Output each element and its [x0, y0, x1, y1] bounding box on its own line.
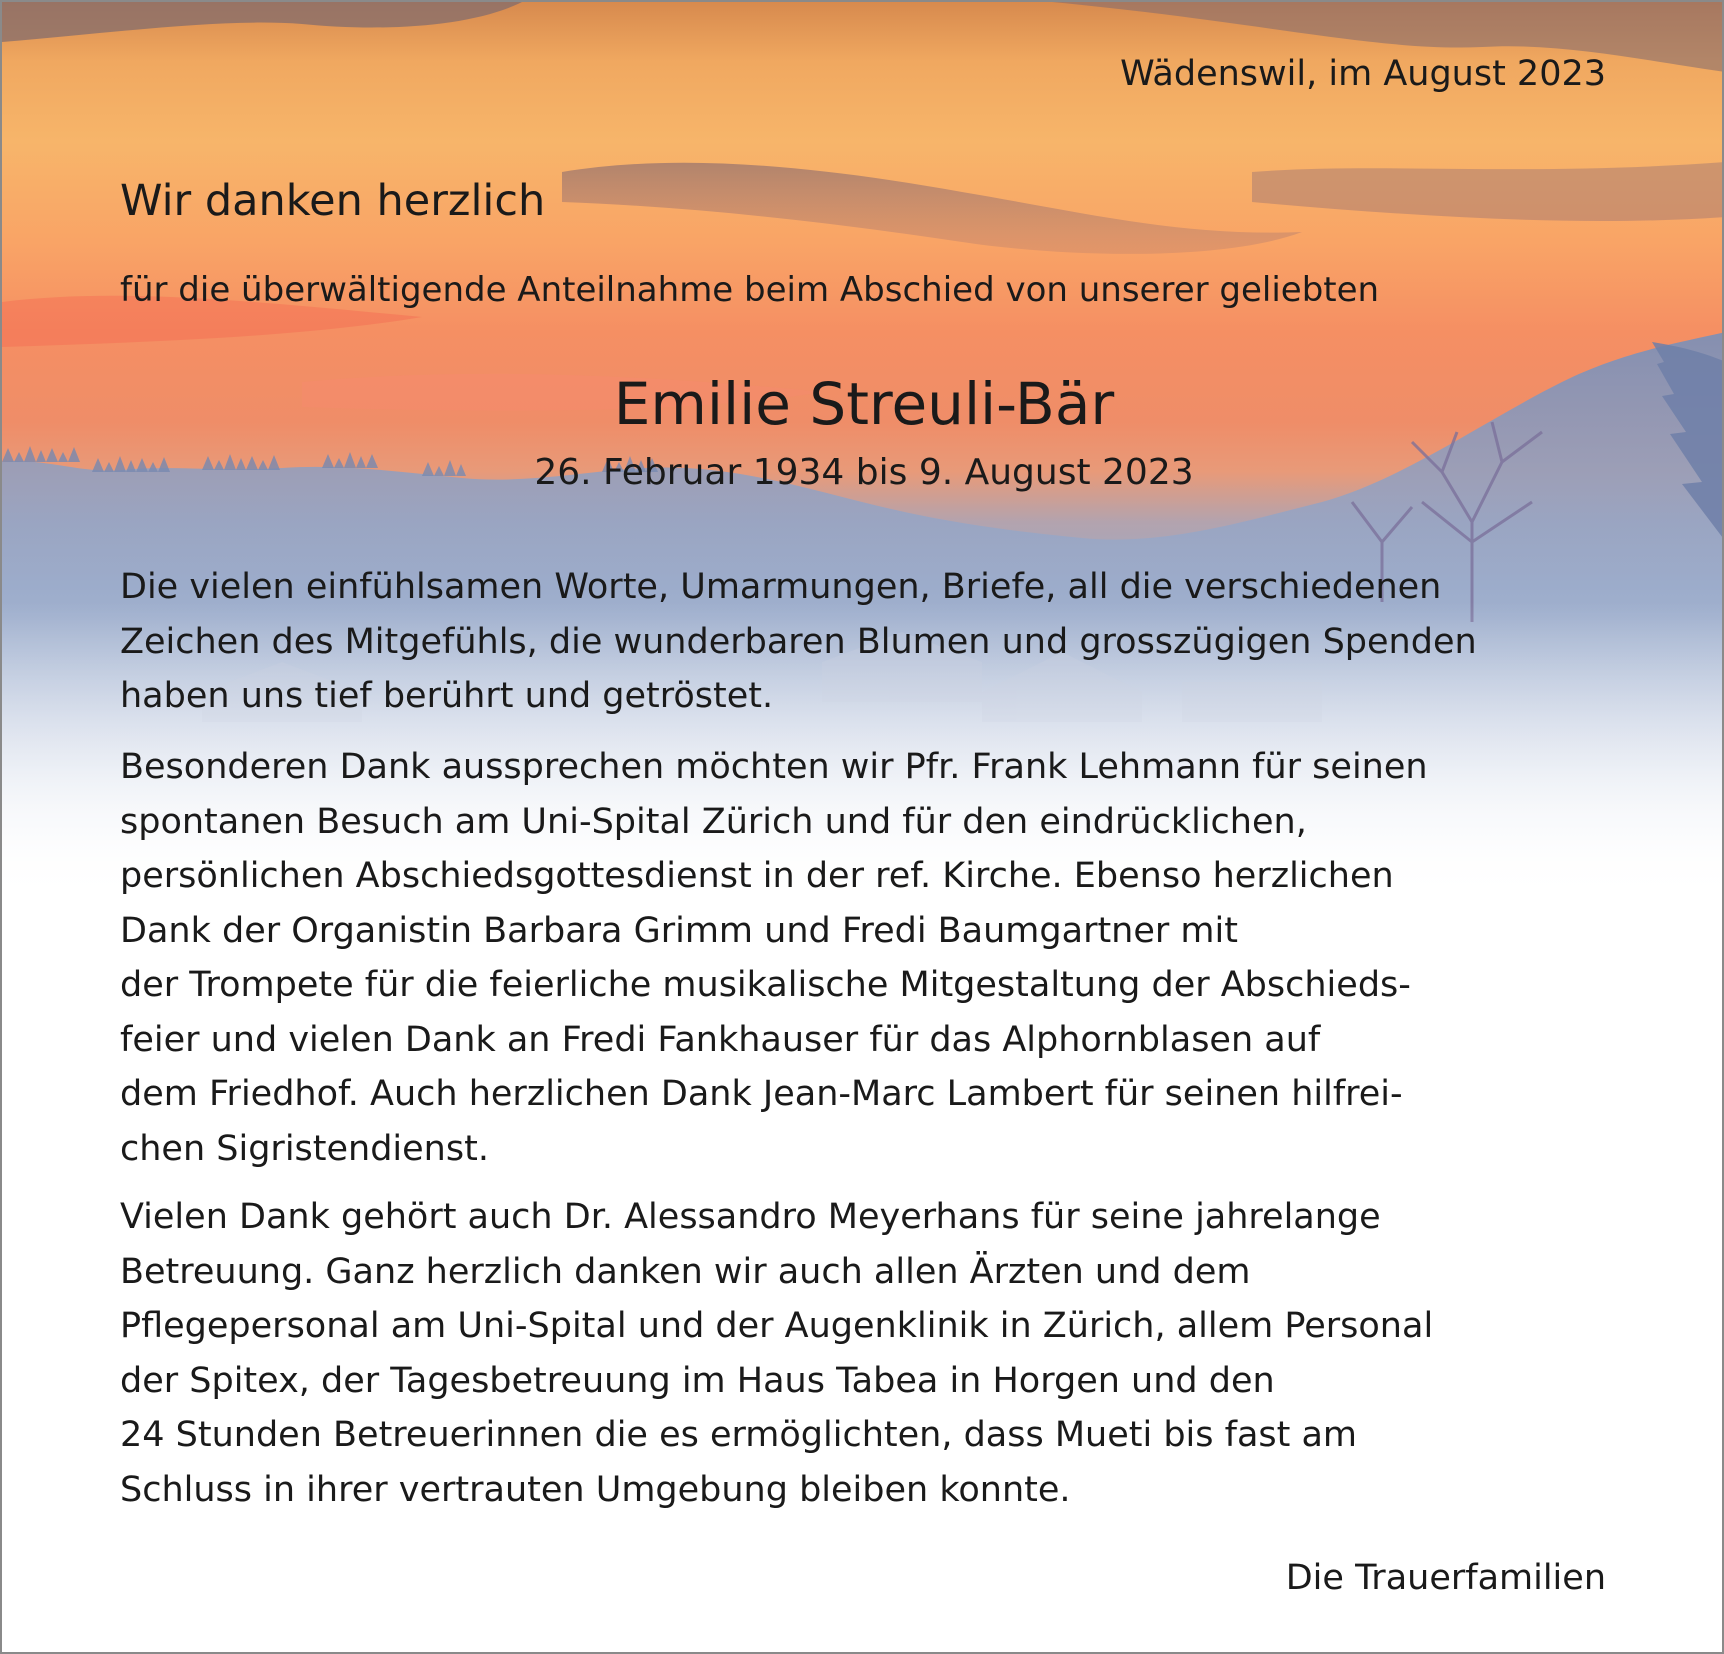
paragraph-line: dem Friedhof. Auch herzlichen Dank Jean-Marc Lambert für seinen hilfrei-	[120, 1074, 1403, 1114]
paragraph-care-thanks	[120, 1190, 1433, 1517]
paragraph-line: feier und vielen Dank an Fredi Fankhauser für das Alphornblasen auf	[120, 1019, 1321, 1060]
paragraph-line: Vielen Dank gehört auch Dr. Alessandro Meyerhans für seine jahrelange	[120, 1197, 1381, 1237]
paragraph-line: Schluss in ihrer vertrauten Umgebung bleiben konnte.	[120, 1469, 1071, 1510]
paragraph-line: der Spitex, der Tagesbetreuung im Haus Tabea in Horgen und den	[120, 1360, 1275, 1401]
signature: Die Trauerfamilien	[1285, 1558, 1606, 1598]
cloud-top-left	[2, 2, 522, 42]
place-and-date: Wädenswil, im August 2023	[1120, 54, 1606, 94]
deceased-name: Emilie Streuli-Bär	[613, 370, 1115, 438]
paragraph-line: Pflegepersonal am Uni-Spital und der Augenklinik in Zürich, allem Personal	[120, 1306, 1434, 1346]
paragraph-line: Betreuung. Ganz herzlich danken wir auch allen Ärzten und dem	[120, 1251, 1251, 1292]
paragraph-line: Besonderen Dank aussprechen möchten wir Pfr. Frank Lehmann für seinen	[120, 747, 1428, 787]
intro-line: für die überwältigende Anteilnahme beim Abschied von unserer geliebten	[120, 270, 1380, 310]
cloud-right-band	[1252, 162, 1724, 221]
paragraph-line: Die vielen einfühlsamen Worte, Umarmungen, Briefe, all die verschiedenen	[120, 567, 1442, 607]
paragraph-line: Dank der Organistin Barbara Grimm und Fredi Baumgartner mit	[120, 910, 1238, 951]
paragraph-line: persönlichen Abschiedsgottesdienst in der ref. Kirche. Ebenso herzlichen	[120, 856, 1394, 896]
thank-you-heading: Wir danken herzlich	[120, 176, 546, 226]
paragraph-line: 24 Stunden Betreuerinnen die es ermöglichten, dass Mueti bis fast am	[120, 1415, 1358, 1455]
paragraph-line: der Trompete für die feierliche musikalische Mitgestaltung der Abschieds-	[120, 965, 1411, 1005]
paragraph-special-thanks	[120, 740, 1428, 1176]
life-dates: 26. Februar 1934 bis 9. August 2023	[534, 452, 1194, 493]
paragraph-line: haben uns tief berührt und getröstet.	[120, 676, 774, 716]
cloud-mid	[562, 163, 1302, 254]
paragraph-line: spontanen Besuch am Uni-Spital Zürich und für den eindrücklichen,	[120, 801, 1307, 842]
paragraph-condolences	[120, 560, 1477, 724]
paragraph-line: Zeichen des Mitgefühls, die wunderbaren Blumen und grosszügigen Spenden	[120, 621, 1477, 662]
paragraph-line: chen Sigristendienst.	[120, 1128, 489, 1169]
